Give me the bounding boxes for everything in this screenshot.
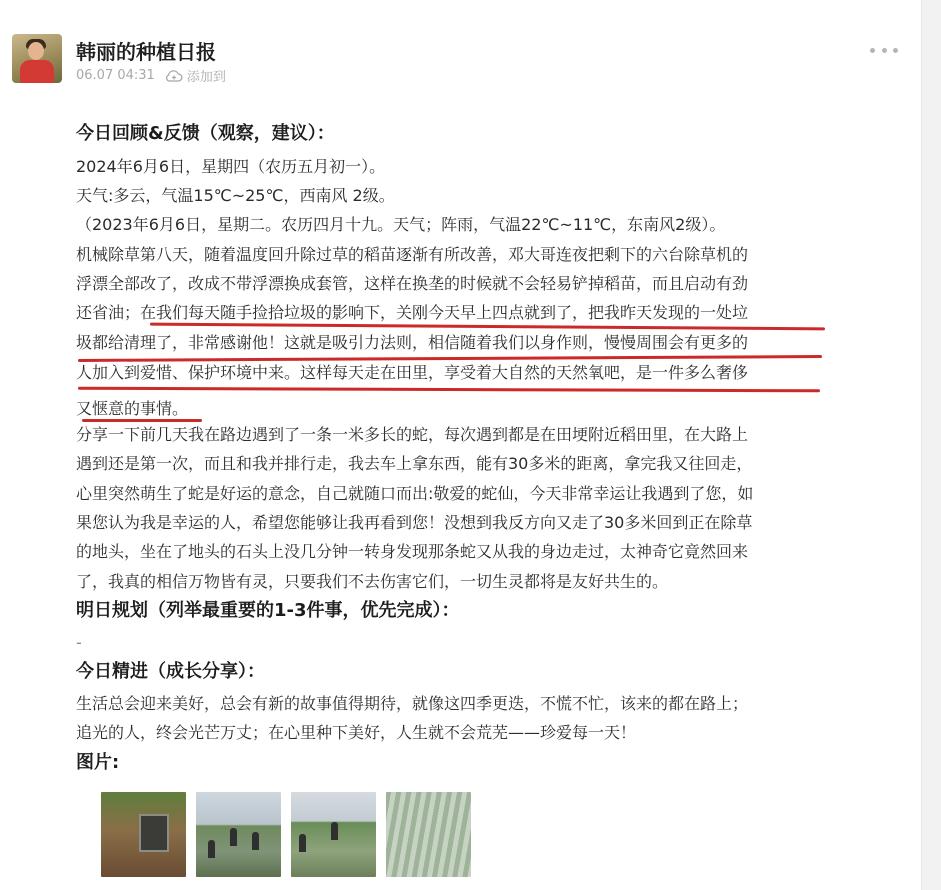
highlight-underline	[78, 387, 820, 393]
review-line: 圾都给清理了，非常感谢他！这就是吸引力法则，相信随着我们以身作则，慢慢周围会有更多的	[76, 333, 749, 352]
photo-thumbnail[interactable]	[386, 792, 471, 877]
author-name[interactable]: 韩丽的种植日报	[76, 40, 216, 64]
review-line: 遇到还是第一次，而且和我并排行走，我去车上拿东西，能有30多米的距离，拿完我又往回走，	[76, 454, 753, 473]
photo-thumbnail[interactable]	[101, 792, 186, 877]
photo-thumbnail[interactable]	[291, 792, 376, 877]
review-line: （2023年6月6日，星期二。农历四月十九。天气；阵雨，气温22℃~11℃，东南风2级）。	[76, 215, 726, 234]
review-line: 2024年6月6日，星期四（农历五月初一）。	[76, 157, 386, 176]
review-line: 天气:多云，气温15℃~25℃，西南风 2级。	[76, 186, 395, 205]
growth-line: 追光的人，终会光芒万丈；在心里种下美好，人生就不会荒芜——珍爱每一天！	[76, 723, 637, 742]
growth-heading: 今日精进（成长分享）：	[76, 661, 265, 682]
plan-text: -	[76, 633, 82, 652]
plan-heading: 明日规划（列举最重要的1-3件事，优先完成）：	[76, 600, 460, 621]
images-heading: 图片:	[76, 752, 120, 773]
review-line: 心里突然萌生了蛇是好运的意念，自己就随口而出:敬爱的蛇仙，今天非常幸运让我遇到了您，如	[76, 484, 754, 503]
cloud-add-icon[interactable]	[165, 69, 183, 83]
growth-line: 生活总会迎来美好，总会有新的故事值得期待，就像这四季更迭，不慌不忙，该来的都在路上；	[76, 694, 749, 713]
review-line: 分享一下前几天我在路边遇到了一条一米多长的蛇，每次遇到都是在田埂附近稻田里，在大路上	[76, 425, 749, 444]
highlight-underline	[82, 419, 202, 422]
add-to-link[interactable]: 添加到	[186, 70, 226, 85]
scrollbar-track[interactable]	[921, 0, 941, 890]
photo-thumbnail[interactable]	[196, 792, 281, 877]
more-icon[interactable]	[870, 40, 898, 60]
post-meta	[76, 66, 226, 85]
review-line: 还省油；在我们每天随手捡拾垃圾的影响下，关刚今天早上四点就到了，把我昨天发现的一处垃	[76, 303, 749, 322]
review-line: 又惬意的事情。	[76, 399, 189, 418]
review-line: 了，我真的相信万物皆有灵，只要我们不去伤害它们，一切生灵都将是友好共生的。	[76, 572, 669, 591]
post-time: 06.07 04:31	[76, 68, 155, 83]
review-line: 人加入到爱惜、保护环境中来。这样每天走在田里，享受着大自然的天然氧吧，是一件多么奢侈	[76, 363, 749, 382]
review-line: 机械除草第八天，随着温度回升除过草的稻苗逐渐有所改善，邓大哥连夜把剩下的六台除草机的	[76, 245, 749, 264]
review-line: 的地头，坐在了地头的石头上没几分钟一转身发现那条蛇又从我的身边走过，太神奇它竟然回来	[76, 542, 749, 561]
review-line: 浮漂全部改了，改成不带浮漂换成套管，这样在换垄的时候就不会轻易铲掉稻苗，而且启动有劲	[76, 274, 749, 293]
review-heading: 今日回顾&反馈（观察，建议）：	[76, 123, 335, 144]
avatar[interactable]	[12, 34, 62, 83]
review-line: 果您认为我是幸运的人，希望您能够让我再看到您！没想到我反方向又走了30多米回到正在除草	[76, 513, 753, 532]
